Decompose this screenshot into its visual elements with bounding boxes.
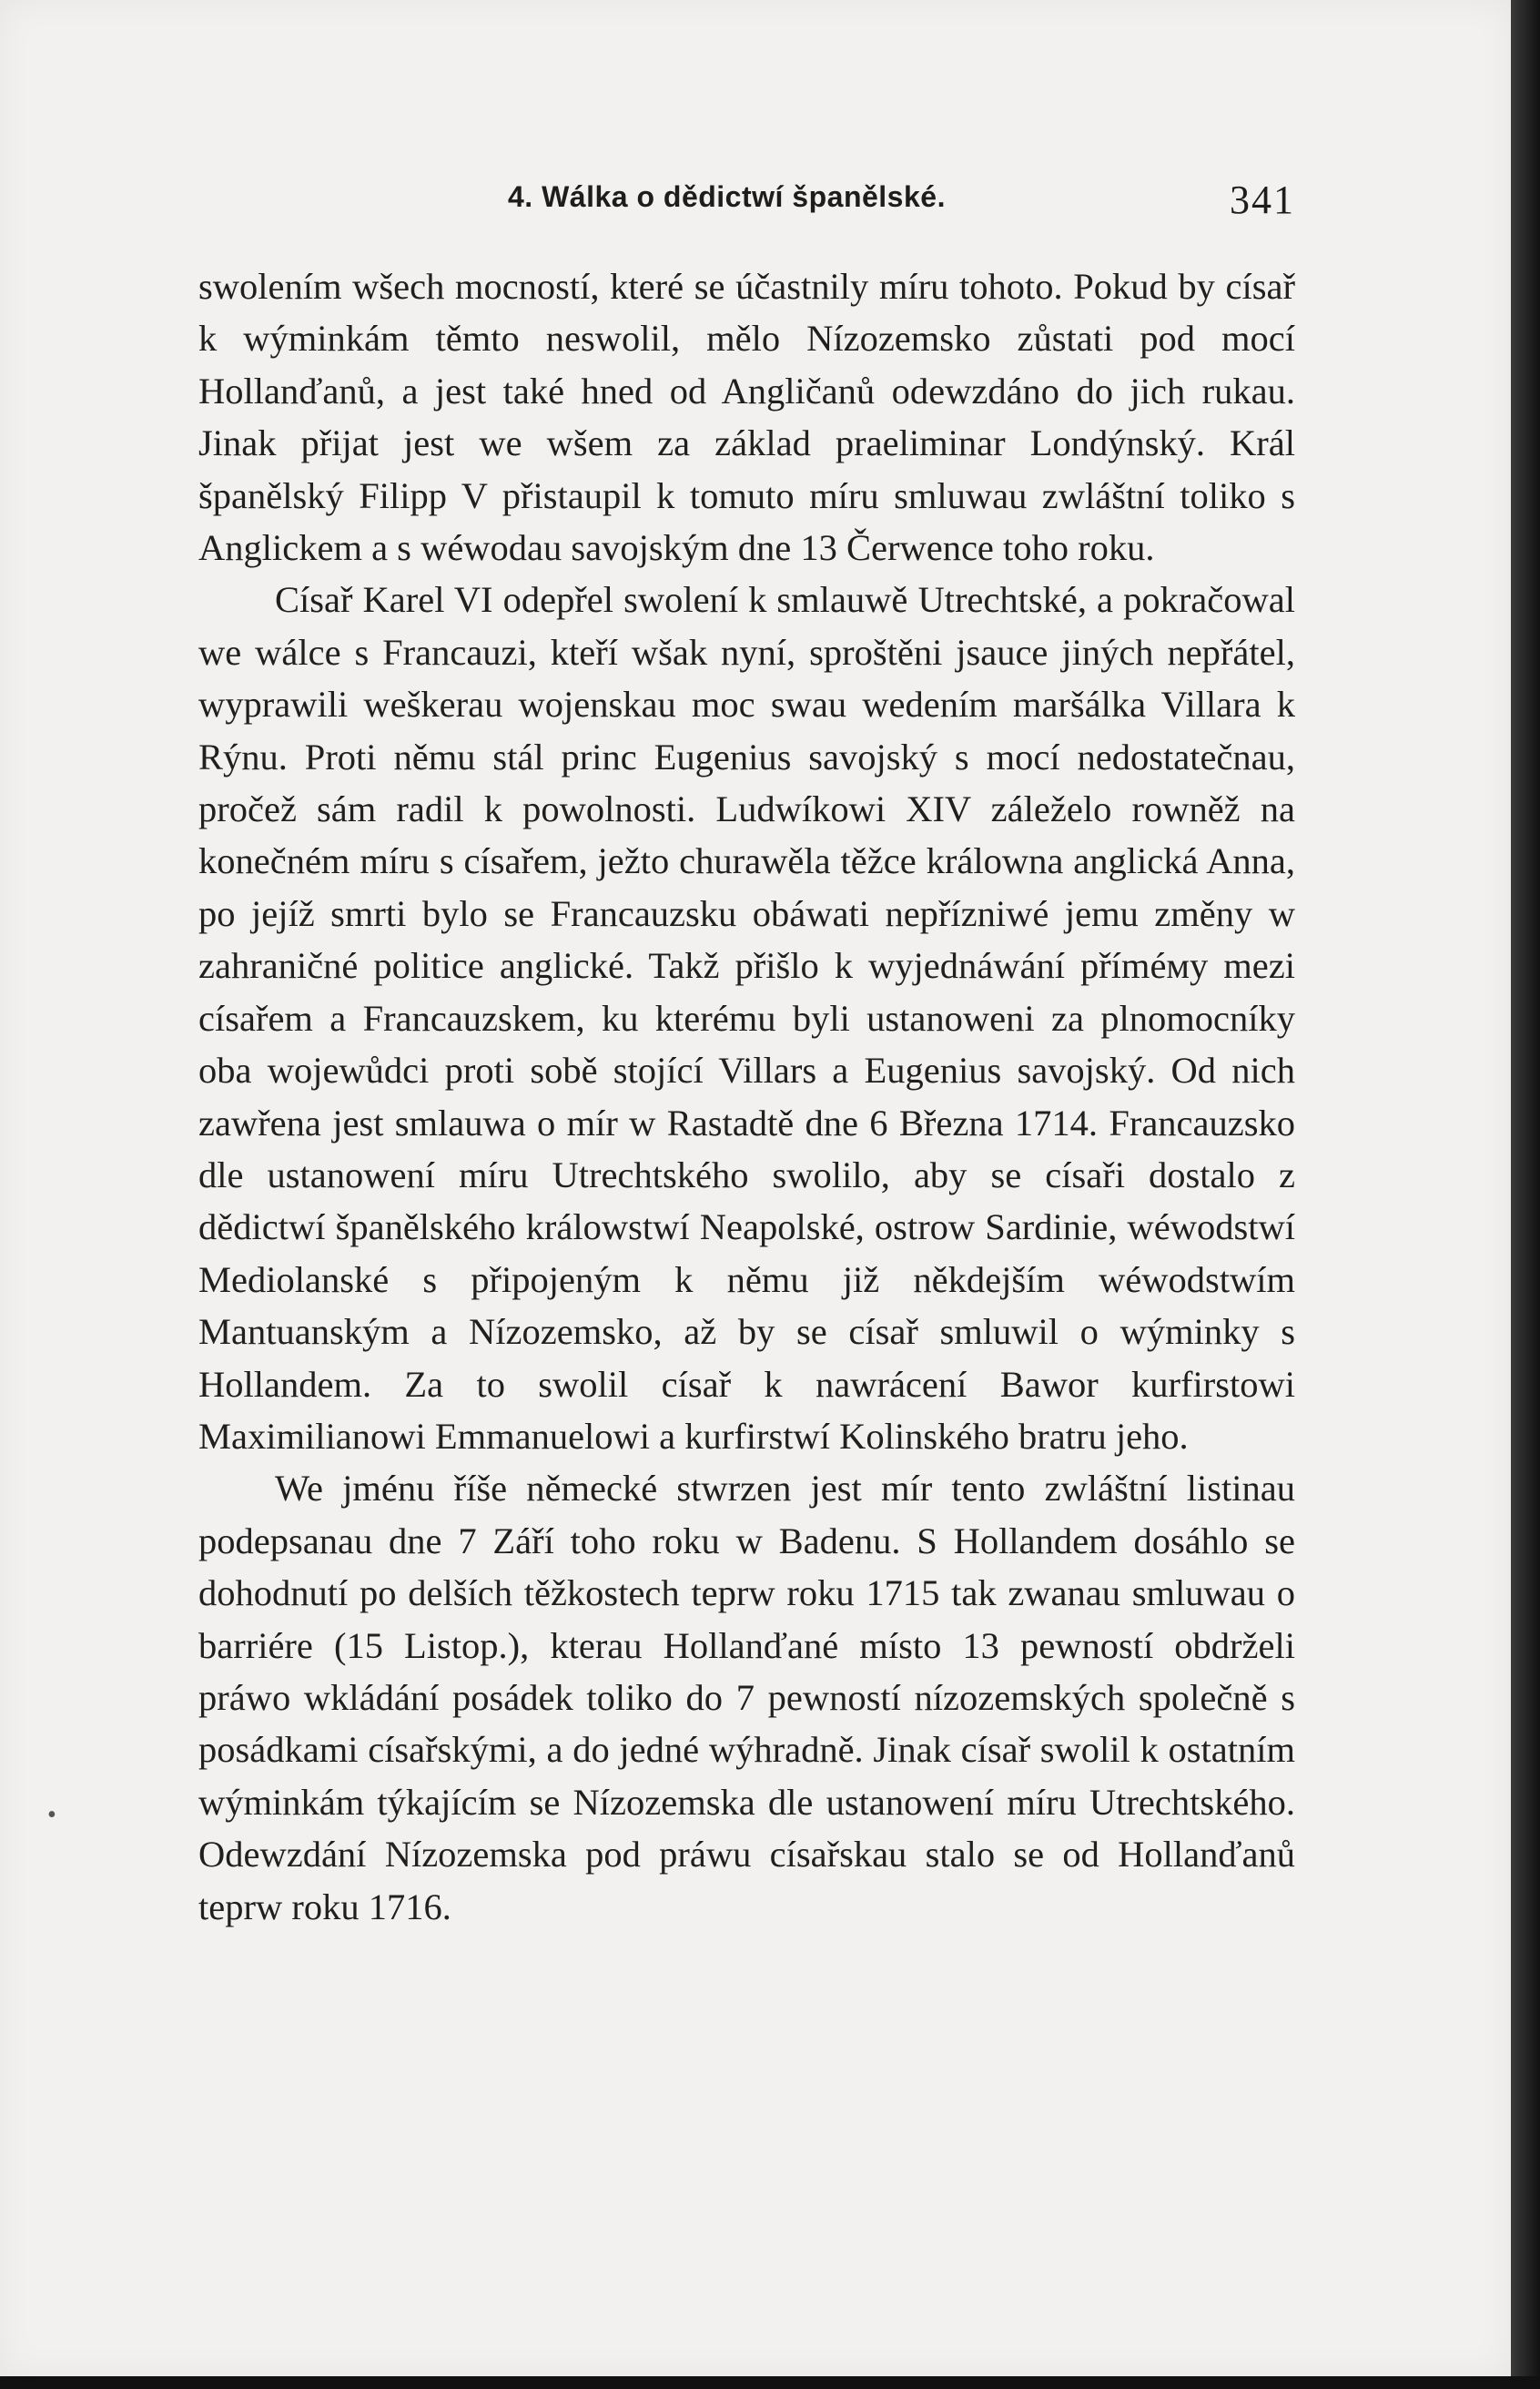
running-head: 4. Wálka o dědictwí španělské. xyxy=(508,180,946,213)
page-header xyxy=(198,180,1295,231)
scan-edge-right xyxy=(1511,0,1540,2389)
paragraph-1: swolením wšech mocností, které se účastnily míru tohoto. Pokud by císař k wýminkám těmto neswolil, mělo Nízozemsko zůstati pod mocí Hollanďanů, a jest také hned od Angličanů odewzdáno do jich rukau. Jinak přijat jest we wšem za základ praeliminar Londýnský. Král španělský Filipp V přistaupil k tomuto míru smluwau zwláštní toliko s Anglickem a s wéwodau savojským dne 13 Čerwence toho roku. xyxy=(198,266,1295,569)
paragraph-2: Císař Karel VI odepřel swolení k smlauwě Utrechtské, a pokračowal we wálce s Francauzi, kteří wšak nyní, sproštěni jsauce jiných nepřátel, wyprawili weškerau wojenskau moc swau wedením maršálka Villara k Rýnu. Proti němu stál princ Eugenius savojský s mocí nedostatečnau, pročež sám radil k powolnosti. Ludwíkowi XIV záleželo rowněž na konečném míru s císařem, ježto churawěla těžce králowna anglická Anna, po jejíž smrti bylo se Francauzsku obáwati nepřízniwé jemu změny w zahraničné politice anglické. Takž přišlo k wyjednáwání příméму mezi císařem a Francauzskem, ku kterému byli ustanoweni za plnomocníky oba wojewůdci proti sobě stojící Villars a Eugenius savojský. Od nich zawřena jest smlauwa o mír w Rastadtě dne 6 Března 1714. Francauzsko dle ustanowení míru Utrechtského swolilo, aby se císaři dostalo z dědictwí španělského králowstwí Neapolské, ostrow Sardinie, wéwodstwí Mediolanské s připojeným k němu již někdejším wéwodstwím Mantuanským a Nízozemsko, až by se císař smluwil o wýminky s Hollandem. Za to swolil císař k nawrácení Bawor kurfirstowi Maximilianowi Emmanuelowi a kurfirstwí Kolinského bratru jeho. xyxy=(198,579,1295,1457)
paragraph-3: We jménu říše německé stwrzen jest mír tento zwláštní listinau podepsanau dne 7 Září toho roku w Badenu. S Hollandem dosáhlo se dohodnutí po delších těžkostech teprw roku 1715 tak zwanau smluwau o barriére (15 Listop.), kterau Hollanďané místo 13 pewností obdrželi práwo wkládání posádek toliko do 7 pewností nízozemských společně s posádkami císařskými, a do jedné wýhradně. Jinak císař swolil k ostatním wýminkám týkajícím se Nízozemska dle ustanowení míru Utrechtského. Odewzdání Nízozemska pod práwu císařskau stalo se od Hollanďanů teprw roku 1716. xyxy=(198,1468,1295,1927)
page-number: 341 xyxy=(1230,178,1295,222)
body-text xyxy=(198,260,1295,1933)
scan-edge-bottom xyxy=(0,2376,1540,2389)
margin-speck: • xyxy=(47,1801,56,1829)
